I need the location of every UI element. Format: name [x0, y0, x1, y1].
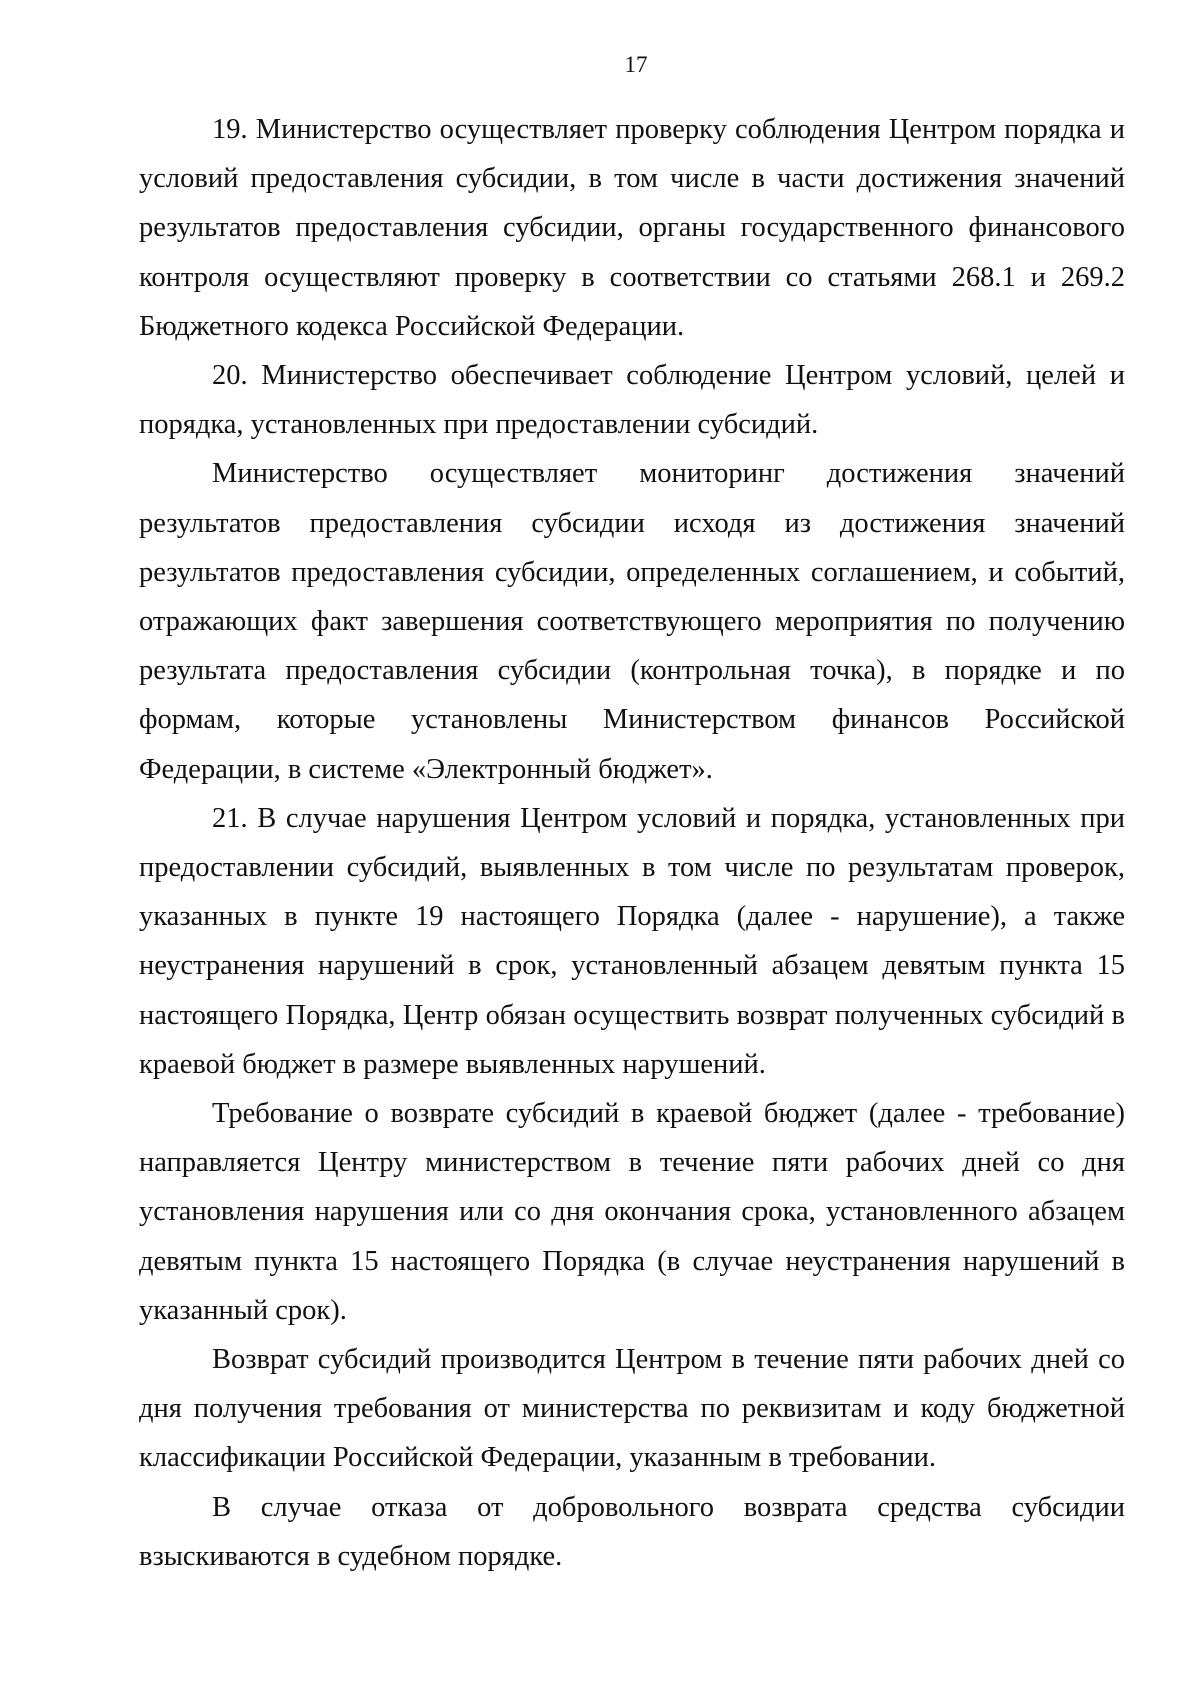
paragraph-requirement: Требование о возврате субсидий в краевой бюджет (далее - требование) направляется Центру министерством в течение пяти рабочих дней со дня установления нарушения или со дня окончания срока, установленного абзацем девятым пункта 15 настоящего Порядка (в случае неустранения нарушений в указанный срок).: [139, 1098, 1125, 1326]
page-number: 17: [624, 52, 648, 77]
paragraph-monitoring: Министерство осуществляет мониторинг достижения значений результатов предоставления субсидии исходя из достижения значений результатов предоставления субсидии, определенных соглашением, и событий, отражающих факт завершения соответствующего мероприятия по получению результата предоставления субсидии (контрольная точка), в порядке и по формам, которые установлены Министерством финансов Российской Федерации, в системе «Электронный бюджет».: [139, 458, 1125, 785]
paragraph-return: Возврат субсидий производится Центром в течение пяти рабочих дней со дня получения требования от министерства по реквизитам и коду бюджетной классификации Российской Федерации, указанным в требовании.: [139, 1344, 1125, 1474]
document-body: [139, 105, 1125, 1581]
paragraph-20: 20. Министерство обеспечивает соблюдение Центром условий, целей и порядка, установленных при предоставлении субсидий.: [139, 360, 1125, 441]
paragraph-court: В случае отказа от добровольного возврата средства субсидии взыскиваются в судебном порядке.: [139, 1491, 1125, 1572]
paragraph-21: 21. В случае нарушения Центром условий и порядка, установленных при предоставлении субсидий, выявленных в том числе по результатам проверок, указанных в пункте 19 настоящего Порядка (далее - нарушение), а также неустранения нарушений в срок, установленный абзацем девятым пункта 15 настоящего Порядка, Центр обязан осуществить возврат полученных субсидий в краевой бюджет в размере выявленных нарушений.: [139, 802, 1125, 1080]
paragraph-19: 19. Министерство осуществляет проверку соблюдения Центром порядка и условий предоставления субсидии, в том числе в части достижения значений результатов предоставления субсидии, органы государственного финансового контроля осуществляют проверку в соответствии со статьями 268.1 и 269.2 Бюджетного кодекса Российской Федерации.: [139, 114, 1125, 342]
